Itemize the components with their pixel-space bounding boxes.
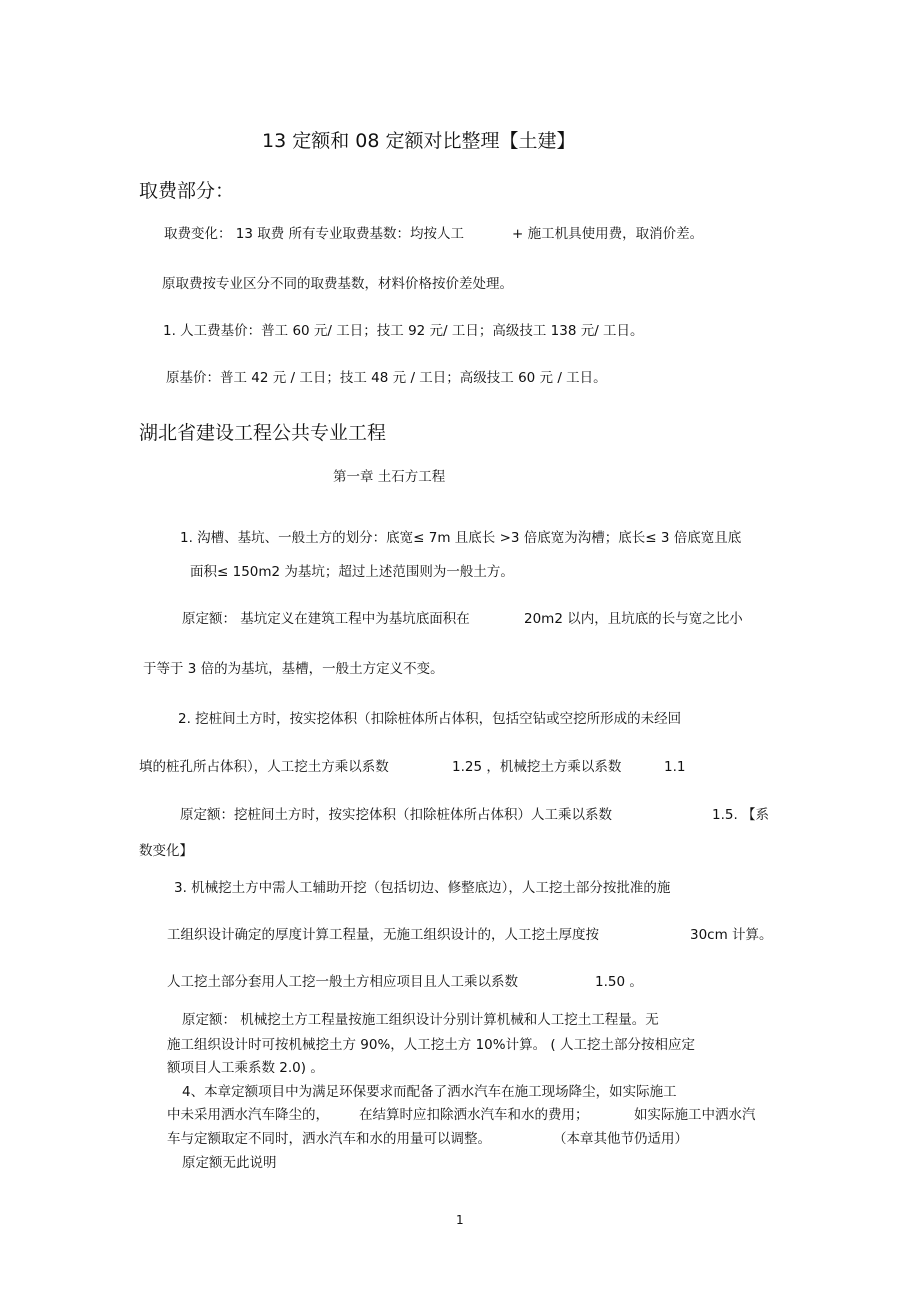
labor-new-line: 1. 人工费基价：普工 60 元/ 工日；技工 92 元/ 工日；高级技工 138 元/ 工日。	[163, 323, 644, 339]
page-number: 1	[456, 1213, 464, 1227]
page-title: 13 定额和 08 定额对比整理【土建】	[262, 130, 576, 152]
para4-old-line: 原定额无此说明	[182, 1155, 277, 1171]
fee-change-text-b: + 施工机具使用费，取消价差。	[512, 226, 704, 242]
fee-change-text-a: 取费变化： 13 取费 所有专业取费基数：均按人工	[164, 226, 465, 242]
para2-text-c: 1.1	[664, 759, 686, 775]
para3-text-b: 30cm 计算。	[690, 927, 773, 943]
section-heading-hubei: 湖北省建设工程公共专业工程	[139, 422, 387, 444]
para4-line1: 4、本章定额项目中为满足环保要求而配备了洒水汽车在施工现场降尘，如实际施工	[182, 1084, 677, 1100]
para1-old-text-b: 20m2 以内，且坑底的长与宽之比小	[524, 611, 743, 627]
para3-old-line1: 原定额： 机械挖土方工程量按施工组织设计分别计算机械和人工挖土工程量。无	[182, 1012, 659, 1028]
para3-old-line2: 施工组织设计时可按机械挖土方 90%，人工挖土方 10%计算。 ( 人工挖土部分按相应定	[167, 1037, 695, 1053]
para4-text-d: 车与定额取定不同时，洒水汽车和水的用量可以调整。	[167, 1131, 491, 1147]
para4-text-a: 中未采用洒水汽车降尘的，	[167, 1107, 329, 1123]
para3-old-line3: 额项目人工乘系数 2.0) 。	[167, 1060, 324, 1076]
para3-text-d: 1.50 。	[595, 974, 643, 990]
para2-old-text-b: 1.5. 【系	[712, 807, 770, 823]
para3-text-c: 人工挖土部分套用人工挖一般土方相应项目且人工乘以系数	[167, 974, 518, 990]
para2-line1: 2. 挖桩间土方时，按实挖体积（扣除桩体所占体积，包括空钻或空挖所形成的未经回	[178, 711, 682, 727]
para4-text-c: 如实际施工中洒水汽	[634, 1107, 756, 1123]
para2-text-b: 1.25 ，机械挖土方乘以系数	[452, 759, 622, 775]
para2-text-a: 填的桩孔所占体积），人工挖土方乘以系数	[139, 759, 389, 775]
para3-line1: 3. 机械挖土方中需人工辅助开挖（包括切边、修整底边），人工挖土部分按批准的施	[174, 880, 671, 896]
chapter-heading: 第一章 土石方工程	[333, 469, 446, 485]
para2-old-line2: 数变化】	[139, 843, 193, 859]
para4-text-e: （本章其他节仍适用）	[553, 1131, 688, 1147]
para4-text-b: 在结算时应扣除洒水汽车和水的费用；	[359, 1107, 589, 1123]
para1-old-line2: 于等于 3 倍的为基坑，基槽，一般土方定义不变。	[143, 661, 444, 677]
section-heading-fee: 取费部分：	[139, 180, 235, 202]
para3-text-a: 工组织设计确定的厚度计算工程量，无施工组织设计的，人工挖土厚度按	[167, 927, 599, 943]
labor-old-line: 原基价：普工 42 元 / 工日；技工 48 元 / 工日；高级技工 60 元 / 工日。	[166, 370, 607, 386]
fee-old-line: 原取费按专业区分不同的取费基数，材料价格按价差处理。	[162, 276, 513, 292]
para1-old-text-a: 原定额： 基坑定义在建筑工程中为基坑底面积在	[182, 611, 470, 627]
para2-old-text-a: 原定额：挖桩间土方时，按实挖体积（扣除桩体所占体积）人工乘以系数	[180, 807, 612, 823]
para1-line1: 1. 沟槽、基坑、一般土方的划分：底宽≤ 7m 且底长 >3 倍底宽为沟槽；底长≤ 3 倍底宽且底	[180, 530, 742, 546]
para1-line2: 面积≤ 150m2 为基坑；超过上述范围则为一般土方。	[190, 564, 514, 580]
